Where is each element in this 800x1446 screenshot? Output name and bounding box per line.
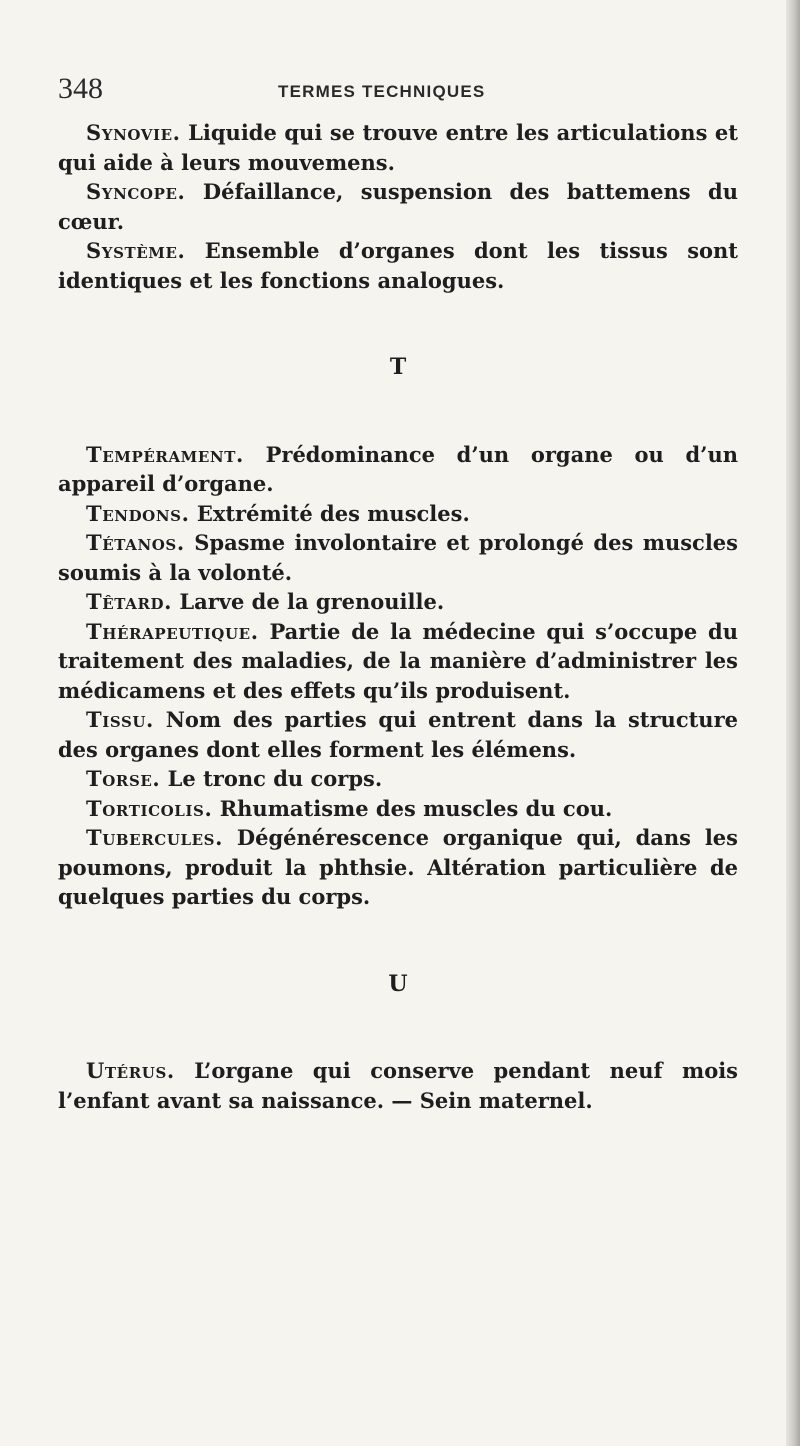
glossary-entry (58, 177, 738, 236)
glossary-entry (58, 794, 738, 824)
glossary-entry (58, 617, 738, 706)
running-head: TERMES TECHNIQUES (278, 82, 486, 101)
entry-definition: Défaillance, suspension des battemens du cœur. (58, 179, 738, 234)
glossary-entry (58, 236, 738, 295)
entry-definition: Liquide qui se trouve entre les articulations et qui aide à leurs mouvemens. (58, 120, 738, 175)
entry-term: Têtard. (86, 589, 173, 614)
glossary-entry (58, 1056, 738, 1115)
entry-definition: Prédominance d’un organe ou d’un appareil d’organe. (58, 441, 739, 496)
entry-definition: L’organe qui conserve pendant neuf mois l’enfant avant sa naissance. — Sein maternel. (58, 1058, 739, 1113)
entry-definition: Nom des parties qui entrent dans la structure des organes dont elles forment les élémens. (58, 707, 738, 762)
entry-term: Tétanos. (86, 530, 185, 555)
entry-definition: Le tronc du corps. (167, 766, 383, 791)
entry-term: Tempérament. (86, 441, 244, 467)
glossary-entry (58, 440, 738, 499)
entry-definition: Partie de la médecine qui s’occupe du traitement des maladies, de la manière d’administrer les médicamens et des effets qu’ils produisent. (58, 618, 738, 703)
page-edge (786, 0, 800, 1446)
entry-term: Torticolis. (86, 795, 213, 821)
entry-definition: Larve de la grenouille. (179, 589, 445, 614)
page-header (58, 72, 618, 112)
entry-term: Tubercules. (86, 825, 224, 850)
entry-term: Thérapeutique. (86, 618, 259, 644)
glossary-entry (58, 823, 738, 912)
entry-term: Syncope. (86, 179, 186, 204)
glossary-entry (58, 587, 738, 617)
glossary-content (58, 118, 738, 1115)
entry-definition: Ensemble d’organes dont les tissus sont identiques et les fonctions analogues. (58, 238, 738, 293)
entry-definition: Dégénérescence organique qui, dans les poumons, produit la phthsie. Altération particulière de quelques parties du corps. (58, 825, 738, 909)
entry-term: Système. (86, 238, 186, 263)
entry-term: Torse. (86, 766, 161, 791)
entry-definition: Extrémité des muscles. (196, 500, 470, 526)
section-letter-u: U (388, 970, 408, 997)
page-number: 348 (58, 72, 103, 105)
entry-term: Utérus. (86, 1058, 175, 1083)
glossary-entry (58, 528, 738, 587)
entry-definition: Spasme involontaire et prolongé des muscles soumis à la volonté. (58, 530, 738, 585)
entry-term: Synovie. (86, 120, 181, 145)
entry-term: Tendons. (86, 500, 190, 526)
entry-definition: Rhumatisme des muscles du cou. (219, 795, 613, 821)
glossary-entry (58, 499, 738, 529)
glossary-entry (58, 764, 738, 794)
glossary-entry (58, 705, 738, 764)
entry-term: Tissu. (86, 707, 154, 732)
section-letter-t: T (389, 354, 407, 380)
glossary-entry (58, 118, 738, 177)
